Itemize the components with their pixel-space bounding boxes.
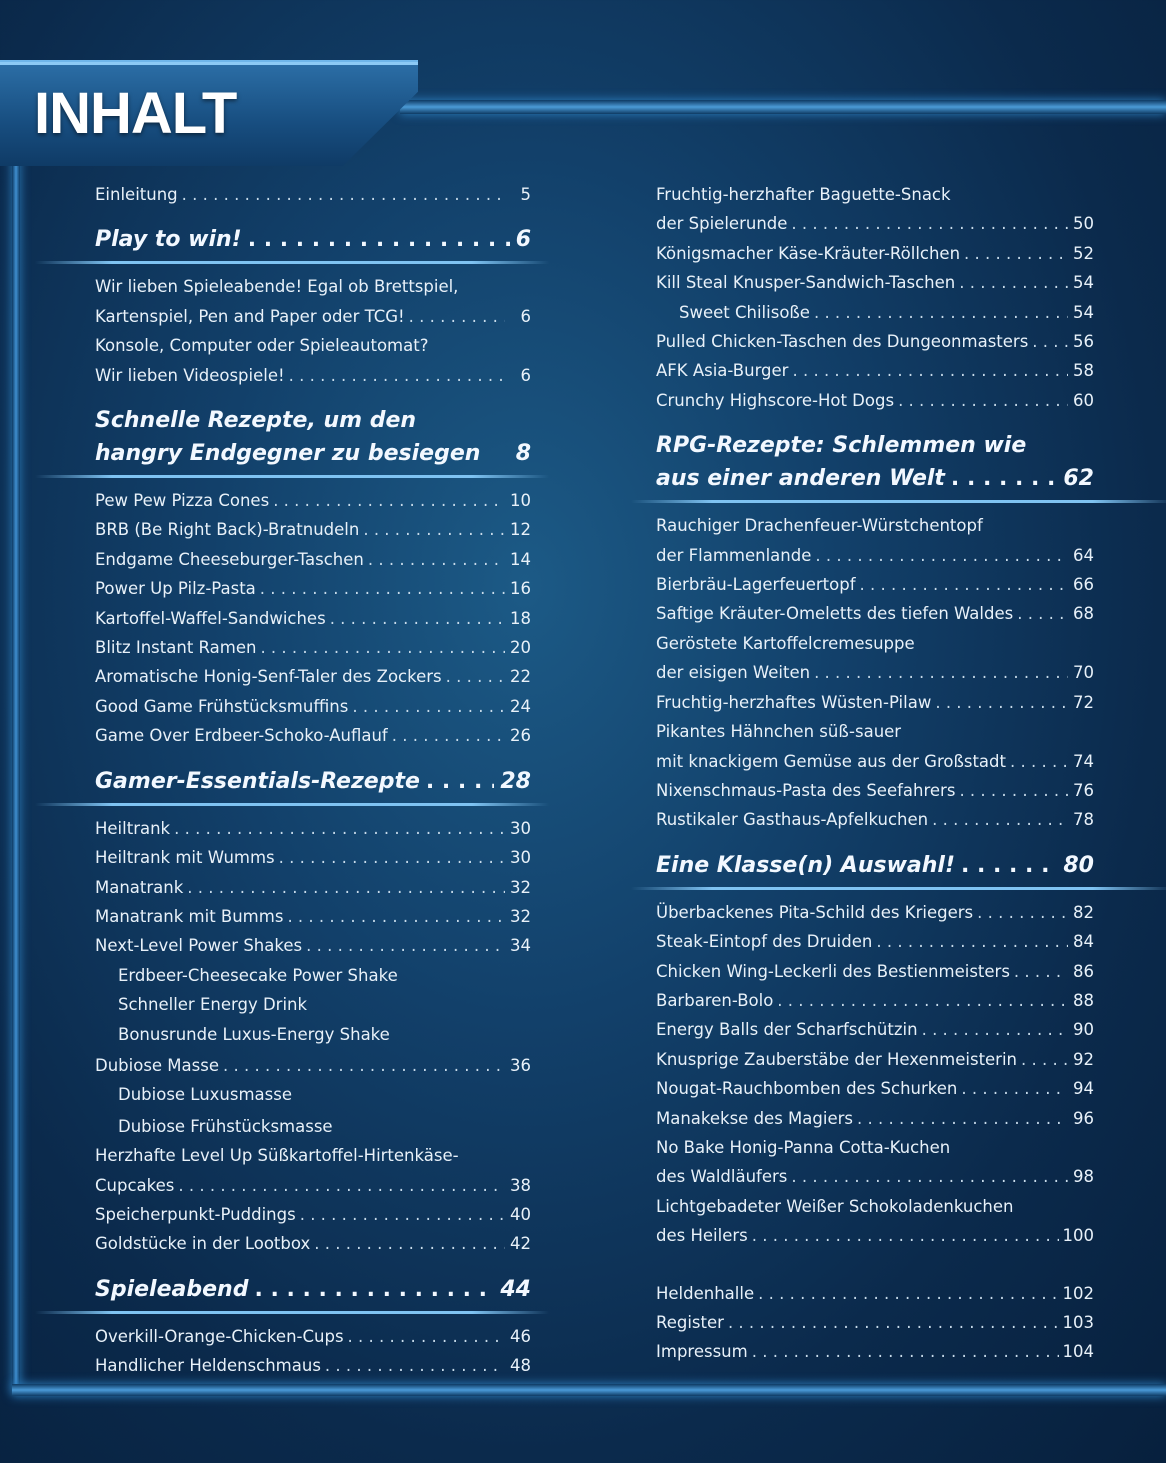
toc-entry[interactable]: Energy Balls der Scharfschützin . . . 90 [656, 1015, 1094, 1044]
toc-entry[interactable]: Pulled Chicken-Taschen des Dungeonmasters . . . 56 [656, 327, 1094, 356]
toc-entry[interactable]: Endgame Cheeseburger-Taschen . . . 14 [95, 545, 531, 574]
toc-entry[interactable]: Königsmacher Käse-Kräuter-Röllchen . . . 52 [656, 239, 1094, 268]
toc-entry[interactable]: Nixenschmaus-Pasta des Seefahrers . . . 76 [656, 776, 1094, 805]
toc-left-column [95, 180, 531, 1381]
toc-subentry[interactable]: Dubiose Luxusmasse [118, 1085, 293, 1105]
toc-entry[interactable]: Steak-Eintopf des Druiden . . . 84 [656, 927, 1094, 956]
toc-entry[interactable]: des Waldläufers . . . 98 [656, 1162, 1094, 1191]
toc-subentry[interactable]: Dubiose Frühstücksmasse [118, 1116, 333, 1136]
toc-entry[interactable]: Kartenspiel, Pen and Paper oder TCG! . . . 6 [95, 302, 531, 331]
toc-entry[interactable]: Heiltrank mit Wumms . . . 30 [95, 843, 531, 872]
toc-entry[interactable]: Aromatische Honig-Senf-Taler des Zockers . . . 22 [95, 662, 531, 691]
toc-line: Geröstete Kartoffelcremesuppe [656, 633, 915, 653]
toc-line: No Bake Honig-Panna Cotta-Kuchen [656, 1137, 951, 1157]
section-underline [35, 1311, 549, 1314]
toc-entry[interactable]: Crunchy Highscore-Hot Dogs . . . 60 [656, 386, 1094, 415]
toc-entry[interactable]: Barbaren-Bolo . . . 88 [656, 986, 1094, 1015]
frame-bottom-bar [12, 1384, 1166, 1396]
toc-entry[interactable]: Register . . . 103 [656, 1308, 1094, 1337]
page-title: INHALT [34, 81, 237, 146]
toc-entry[interactable]: Saftige Kräuter-Omeletts des tiefen Waldes . . . 68 [656, 599, 1094, 628]
section-heading[interactable]: RPG-Rezepte: Schlemmen wie aus einer anderen Welt . . . 62 [656, 429, 1094, 503]
toc-entry[interactable]: Blitz Instant Ramen . . . 20 [95, 633, 531, 662]
toc-entry[interactable]: BRB (Be Right Back)-Bratnudeln . . . 12 [95, 515, 531, 544]
toc-entry[interactable]: Game Over Erdbeer-Schoko-Auflauf . . . 26 [95, 721, 531, 750]
toc-line: Konsole, Computer oder Spieleautomat? [95, 336, 429, 356]
toc-entry[interactable]: Handlicher Heldenschmaus . . . 48 [95, 1351, 531, 1380]
toc-line: Herzhafte Level Up Süßkartoffel-Hirtenkäse- [95, 1146, 459, 1166]
toc-line: Pikantes Hähnchen süß-sauer [656, 722, 902, 742]
toc-entry[interactable]: Kartoffel-Waffel-Sandwiches . . . 18 [95, 604, 531, 633]
toc-entry[interactable]: Manatrank mit Bumms . . . 32 [95, 902, 531, 931]
toc-subentry[interactable]: Sweet Chilisoße . . . 54 [656, 298, 1094, 327]
toc-entry[interactable]: Fruchtig-herzhaftes Wüsten-Pilaw . . . 72 [656, 688, 1094, 717]
toc-entry[interactable]: AFK Asia-Burger . . . 58 [656, 356, 1094, 385]
toc-subentry[interactable]: Erdbeer-Cheesecake Power Shake [118, 965, 398, 985]
section-heading[interactable]: Eine Klasse(n) Auswahl! . . . 80 [656, 849, 1094, 890]
toc-entry[interactable]: Overkill-Orange-Chicken-Cups . . . 46 [95, 1322, 531, 1351]
toc-entry[interactable]: Kill Steal Knusper-Sandwich-Taschen . . . 54 [656, 268, 1094, 297]
section-underline [35, 475, 549, 478]
toc-list [95, 486, 531, 751]
toc-entry[interactable]: Heldenhalle . . . 102 [656, 1279, 1094, 1308]
toc-entry[interactable]: Chicken Wing-Leckerli des Bestienmeisters . . . 86 [656, 957, 1094, 986]
toc-entry[interactable]: Cupcakes . . . 38 [95, 1171, 531, 1200]
toc-entry[interactable]: Rustikaler Gasthaus-Apfelkuchen . . . 78 [656, 805, 1094, 834]
toc-entry[interactable]: Knusprige Zauberstäbe der Hexenmeisterin . . . 92 [656, 1045, 1094, 1074]
toc-entry[interactable]: Pew Pew Pizza Cones . . . 10 [95, 486, 531, 515]
toc-line: Lichtgebadeter Weißer Schokoladenkuchen [656, 1196, 1014, 1216]
toc-right-column [656, 180, 1094, 1367]
toc-line: Rauchiger Drachenfeuer-Würstchentopf [656, 516, 983, 536]
toc-entry[interactable]: Power Up Pilz-Pasta . . . 16 [95, 574, 531, 603]
toc-subentry[interactable]: Schneller Energy Drink [118, 995, 308, 1015]
toc-entry[interactable]: mit knackigem Gemüse aus der Großstadt . . . 74 [656, 747, 1094, 776]
toc-entry[interactable]: Nougat-Rauchbomben des Schurken . . . 94 [656, 1074, 1094, 1103]
section-underline [35, 803, 549, 806]
toc-entry[interactable]: Manakekse des Magiers . . . 96 [656, 1104, 1094, 1133]
toc-entry[interactable]: Heiltrank . . . 30 [95, 814, 531, 843]
toc-entry[interactable]: der eisigen Weiten . . . 70 [656, 658, 1094, 687]
section-underline [631, 500, 1166, 503]
frame-left-bar [12, 150, 20, 1390]
toc-list [95, 1322, 531, 1381]
toc-entry[interactable]: Goldstücke in der Lootbox . . . 42 [95, 1229, 531, 1258]
toc-entry[interactable]: Next-Level Power Shakes . . . 34 [95, 931, 531, 960]
section-heading[interactable]: Gamer-Essentials-Rezepte . . . 28 [95, 765, 531, 806]
section-underline [631, 887, 1166, 890]
toc-entry[interactable]: Impressum . . . 104 [656, 1337, 1094, 1366]
section-underline [35, 261, 549, 264]
toc-list [656, 1279, 1094, 1367]
toc-entry[interactable]: Speicherpunkt-Puddings . . . 40 [95, 1200, 531, 1229]
section-heading[interactable]: Play to win! . . . 6 [95, 223, 531, 264]
section-heading[interactable]: Schnelle Rezepte, um den hangry Endgegner zu besiegen 8 [95, 404, 531, 478]
toc-entry[interactable]: Dubiose Masse . . . 36 [95, 1051, 531, 1080]
toc-entry[interactable]: der Flammenlande . . . 64 [656, 541, 1094, 570]
section-heading[interactable]: Spieleabend . . . 44 [95, 1273, 531, 1314]
frame-top-bar [400, 100, 1166, 114]
toc-entry[interactable]: Wir lieben Videospiele! . . . 6 [95, 361, 531, 390]
toc-subentry[interactable]: Bonusrunde Luxus-Energy Shake [118, 1024, 390, 1044]
toc-entry[interactable]: Einleitung . . . 5 [95, 180, 531, 209]
toc-entry[interactable]: Manatrank . . . 32 [95, 873, 531, 902]
toc-line: Fruchtig-herzhafter Baguette-Snack [656, 185, 951, 204]
toc-entry[interactable]: Überbackenes Pita-Schild des Kriegers . . . 82 [656, 898, 1094, 927]
toc-entry[interactable]: des Heilers . . . 100 [656, 1221, 1094, 1250]
toc-entry[interactable]: Good Game Frühstücksmuffins . . . 24 [95, 692, 531, 721]
toc-entry[interactable]: der Spielerunde . . . 50 [656, 209, 1094, 238]
toc-line: Wir lieben Spieleabende! Egal ob Brettspiel, [95, 277, 459, 297]
toc-entry[interactable]: Bierbräu-Lagerfeuertopf . . . 66 [656, 570, 1094, 599]
